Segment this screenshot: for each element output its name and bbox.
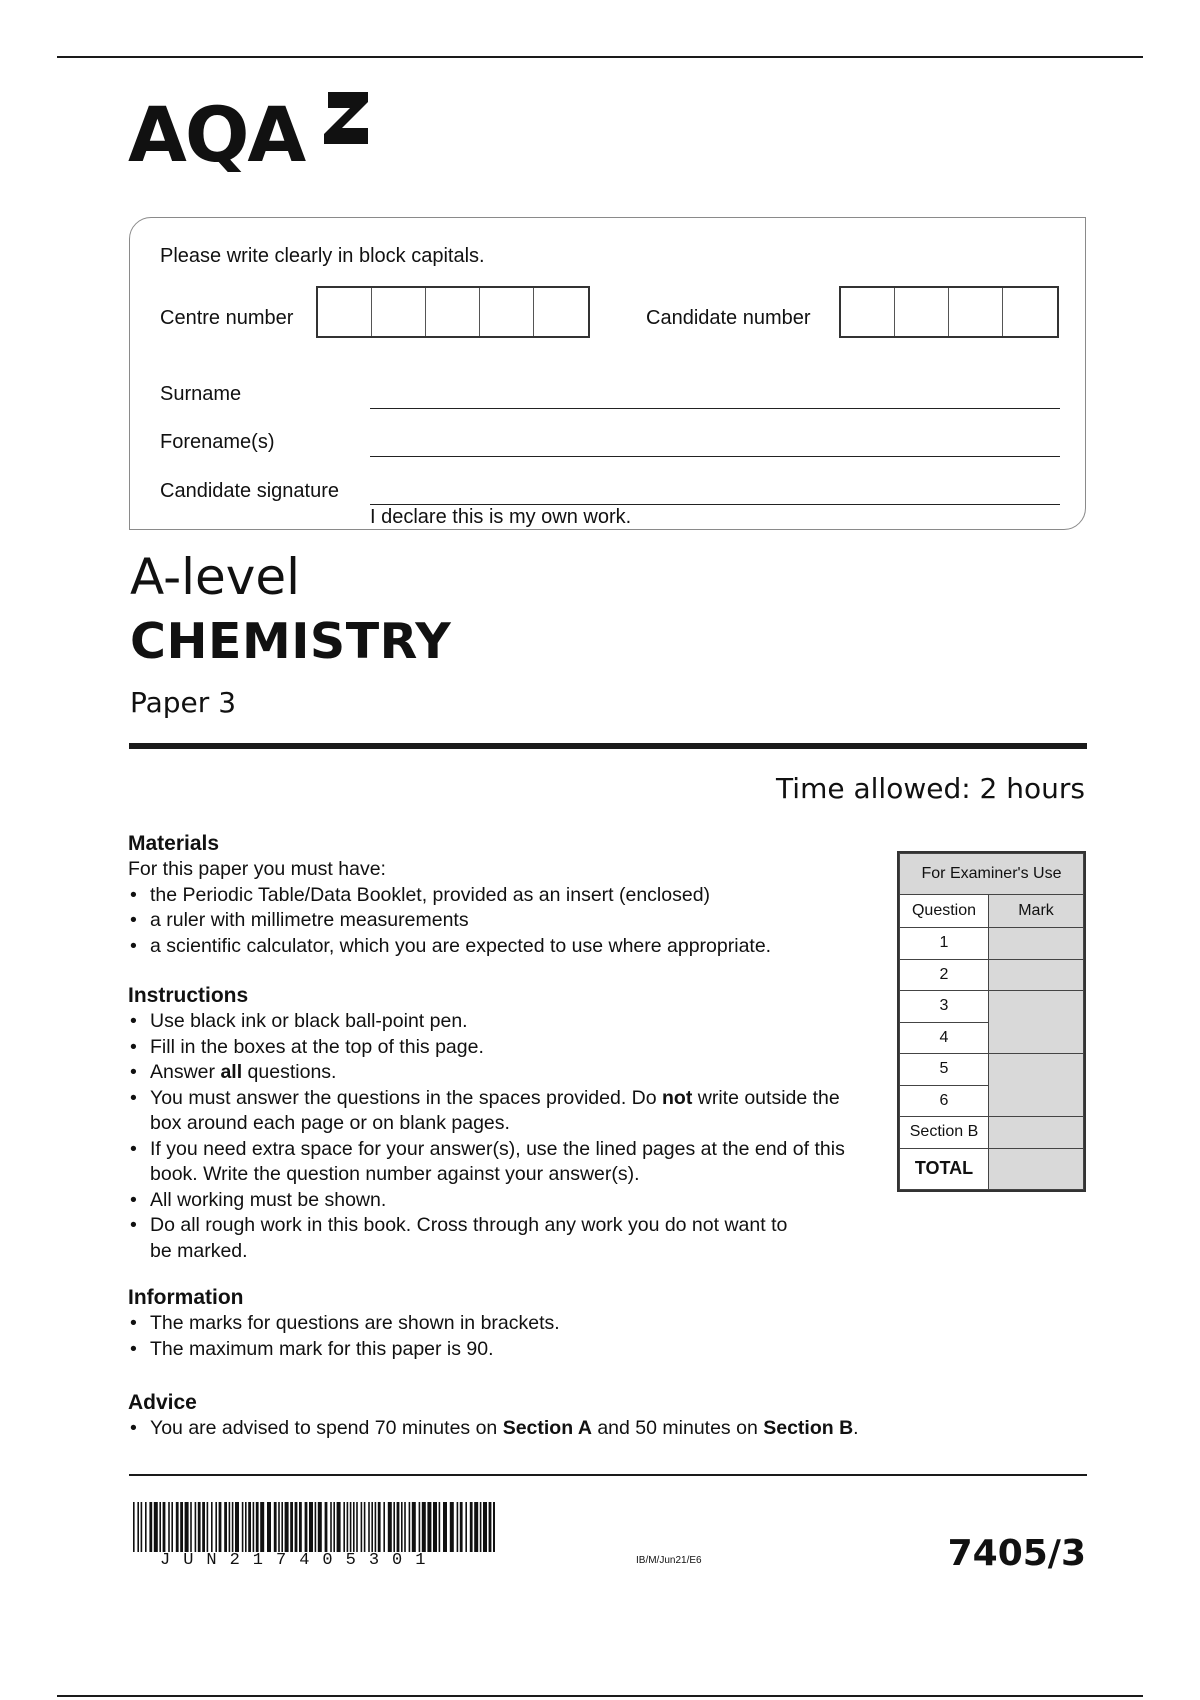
barcode-bar xyxy=(419,1502,421,1552)
barcode-bar xyxy=(305,1502,308,1552)
forenames-line[interactable] xyxy=(370,456,1060,457)
barcode-bar xyxy=(176,1502,179,1552)
barcode-bar xyxy=(465,1502,467,1552)
advice-list xyxy=(128,1416,1028,1442)
mark-cell xyxy=(989,928,1084,960)
information-heading: Information xyxy=(128,1286,244,1309)
centre-number-label: Centre number xyxy=(160,307,294,329)
candidate-details-box xyxy=(129,217,1086,530)
declaration-text: I declare this is my own work. xyxy=(370,506,632,528)
aqa-logo-mark-icon xyxy=(320,90,370,145)
barcode-bar xyxy=(267,1502,271,1552)
barcode-bar xyxy=(154,1502,158,1552)
subject-title: CHEMISTRY xyxy=(130,613,452,670)
barcode-bar xyxy=(278,1502,280,1552)
centre-digit-box[interactable] xyxy=(480,288,534,336)
barcode-bar xyxy=(409,1502,411,1552)
centre-digit-box[interactable] xyxy=(372,288,426,336)
list-item: • The marks for questions are shown in brackets. xyxy=(128,1311,848,1337)
barcode-bar xyxy=(343,1502,345,1552)
advice-text: You are advised to spend 70 minutes on xyxy=(150,1417,503,1439)
barcode-bar xyxy=(274,1502,277,1552)
question-number: 6 xyxy=(900,1085,989,1117)
materials-list xyxy=(128,883,848,960)
bottom-page-rule xyxy=(57,1695,1143,1697)
barcode-bar xyxy=(404,1502,406,1552)
barcode-bar xyxy=(235,1502,239,1552)
barcode-bar xyxy=(450,1502,454,1552)
barcode-bar xyxy=(232,1502,234,1552)
barcode-bar xyxy=(285,1502,289,1552)
surname-line[interactable] xyxy=(370,408,1060,409)
list-item: • The maximum mark for this paper is 90. xyxy=(128,1337,848,1363)
barcode-bar xyxy=(393,1502,395,1552)
footer-divider xyxy=(129,1474,1087,1476)
signature-line[interactable] xyxy=(370,504,1060,505)
barcode-bar xyxy=(295,1502,298,1552)
barcode-bar xyxy=(260,1502,264,1552)
paper-title: Paper 3 xyxy=(130,686,237,719)
barcode-bar xyxy=(388,1502,392,1552)
materials-intro: For this paper you must have: xyxy=(128,858,386,880)
barcode-bar xyxy=(141,1502,143,1552)
centre-digit-box[interactable] xyxy=(534,288,588,336)
barcode-bar xyxy=(137,1502,139,1552)
barcode-bar xyxy=(171,1502,173,1552)
list-item: • a ruler with millimetre measurements xyxy=(128,908,848,934)
barcode-bar xyxy=(474,1502,478,1552)
question-number: 5 xyxy=(900,1054,989,1086)
barcode-bar xyxy=(330,1502,332,1552)
question-number: 1 xyxy=(900,928,989,960)
barcode-bar xyxy=(350,1502,352,1552)
barcode-bar xyxy=(207,1502,209,1552)
centre-digit-box[interactable] xyxy=(426,288,480,336)
title-divider xyxy=(129,743,1087,749)
instructions-section xyxy=(128,982,870,1264)
forenames-label: Forename(s) xyxy=(160,431,275,453)
barcode-bar xyxy=(202,1502,205,1552)
barcode-bar xyxy=(215,1502,217,1552)
advice-section-a: Section A xyxy=(502,1417,592,1439)
barcode-bar xyxy=(168,1502,170,1552)
barcode-bar xyxy=(149,1502,152,1552)
candidate-digit-box[interactable] xyxy=(895,288,949,336)
candidate-digit-box[interactable] xyxy=(949,288,1003,336)
barcode-number: JUN217405301 xyxy=(160,1551,439,1570)
barcode-bar xyxy=(356,1502,358,1552)
list-item: • All working must be shown. xyxy=(128,1188,870,1214)
barcode-bar xyxy=(242,1502,244,1552)
barcode-bar xyxy=(224,1502,227,1552)
advice-heading: Advice xyxy=(128,1391,197,1414)
barcode-bar xyxy=(422,1502,426,1552)
barcode-bar xyxy=(361,1502,363,1552)
list-item: • the Periodic Table/Data Booklet, provided as an insert (enclosed) xyxy=(128,883,848,909)
qualification-level: A-level xyxy=(130,548,301,606)
candidate-number-boxes[interactable] xyxy=(839,286,1059,338)
barcode-bar xyxy=(397,1502,400,1552)
candidate-digit-box[interactable] xyxy=(1003,288,1057,336)
examiner-use-table xyxy=(897,851,1086,1192)
candidate-digit-box[interactable] xyxy=(841,288,895,336)
barcode-bar xyxy=(364,1502,366,1552)
barcode-bar xyxy=(480,1502,482,1552)
top-page-rule xyxy=(57,56,1143,58)
barcode-bar xyxy=(371,1502,373,1552)
list-item: • You must answer the questions in the spaces provided. Do not write outside the box around each page or on blank pages. xyxy=(128,1086,870,1137)
time-allowed: Time allowed: 2 hours xyxy=(776,772,1085,805)
list-item xyxy=(128,1416,1028,1442)
barcode-bar xyxy=(159,1502,161,1552)
barcode-bar xyxy=(281,1502,283,1552)
barcode-bar xyxy=(378,1502,381,1552)
barcode-bar xyxy=(133,1502,135,1552)
list-item: • Answer all questions. xyxy=(128,1060,870,1086)
barcode-bar xyxy=(253,1502,255,1552)
block-capitals-instruction: Please write clearly in block capitals. xyxy=(160,245,485,267)
barcode-bar xyxy=(368,1502,370,1552)
list-item: • a scientific calculator, which you are expected to use where appropriate. xyxy=(128,934,848,960)
mark-cell xyxy=(989,959,1084,991)
barcode-bar xyxy=(229,1502,231,1552)
total-label: TOTAL xyxy=(900,1148,989,1189)
barcode-bar xyxy=(412,1502,416,1552)
barcode-bar xyxy=(489,1502,492,1552)
centre-number-boxes[interactable] xyxy=(316,286,590,338)
barcode-bar xyxy=(248,1502,251,1552)
advice-section xyxy=(128,1389,1028,1442)
barcode-bar xyxy=(483,1502,487,1552)
surname-label: Surname xyxy=(160,383,242,405)
barcode-bar xyxy=(315,1502,317,1552)
question-number: 3 xyxy=(900,991,989,1023)
mark-cell xyxy=(989,991,1084,1054)
barcode-bar xyxy=(185,1502,189,1552)
barcode-bar xyxy=(439,1502,441,1552)
list-item: • Fill in the boxes at the top of this page. xyxy=(128,1035,870,1061)
question-column-header: Question xyxy=(900,895,989,928)
information-section xyxy=(128,1284,848,1362)
barcode-bar xyxy=(401,1502,403,1552)
centre-digit-box[interactable] xyxy=(318,288,372,336)
barcode-bar xyxy=(460,1502,463,1552)
section-b-row-label: Section B xyxy=(900,1117,989,1149)
advice-text: and 50 minutes on xyxy=(591,1417,764,1439)
barcode-bar xyxy=(457,1502,459,1552)
barcode-bar xyxy=(353,1502,355,1552)
barcode-bar xyxy=(198,1502,201,1552)
question-number: 4 xyxy=(900,1022,989,1054)
list-item: • Use black ink or black ball-point pen. xyxy=(128,1009,870,1035)
instructions-list xyxy=(128,1009,870,1264)
barcode-bar xyxy=(309,1502,313,1552)
question-number: 2 xyxy=(900,959,989,991)
materials-heading: Materials xyxy=(128,832,220,855)
information-list xyxy=(128,1311,848,1362)
barcode-bar xyxy=(470,1502,473,1552)
barcode-bar xyxy=(318,1502,322,1552)
barcode-bar xyxy=(145,1502,147,1552)
barcode-image xyxy=(133,1502,495,1552)
barcode-bar xyxy=(211,1502,213,1552)
candidate-number-label: Candidate number xyxy=(646,307,811,329)
barcode-bar xyxy=(375,1502,377,1552)
materials-section xyxy=(128,830,848,959)
barcode-bar xyxy=(347,1502,349,1552)
list-item: • Do all rough work in this book. Cross through any work you do not want to be marked. xyxy=(128,1213,800,1264)
barcode-bar xyxy=(325,1502,328,1552)
barcode-bar xyxy=(333,1502,335,1552)
signature-label: Candidate signature xyxy=(160,480,340,502)
list-item: • If you need extra space for your answer(s), use the lined pages at the end of this book. Write the question number against your answer(s). xyxy=(128,1137,870,1188)
paper-code: 7405/3 xyxy=(947,1533,1086,1574)
instructions-heading: Instructions xyxy=(128,984,249,1007)
aqa-logo xyxy=(128,90,388,180)
barcode-bar xyxy=(163,1502,166,1552)
barcode-bar xyxy=(299,1502,302,1552)
barcode-bar xyxy=(190,1502,192,1552)
mark-cell xyxy=(989,1117,1084,1149)
mark-cell xyxy=(989,1054,1084,1117)
barcode-bar xyxy=(493,1502,495,1552)
barcode-bar xyxy=(219,1502,222,1552)
barcode-bar xyxy=(245,1502,247,1552)
mark-column-header: Mark xyxy=(989,895,1084,928)
advice-section-b: Section B xyxy=(763,1417,854,1439)
aqa-logo-text: AQA xyxy=(128,90,305,179)
barcode-bar xyxy=(427,1502,431,1552)
advice-text: . xyxy=(853,1417,859,1439)
barcode-bar xyxy=(180,1502,183,1552)
barcode-bar xyxy=(433,1502,437,1552)
barcode-bar xyxy=(383,1502,385,1552)
barcode-bar xyxy=(337,1502,341,1552)
barcode-bar xyxy=(256,1502,259,1552)
barcode-bar xyxy=(195,1502,197,1552)
document-reference: IB/M/Jun21/E6 xyxy=(636,1555,702,1566)
barcode-bar xyxy=(290,1502,293,1552)
total-mark-cell xyxy=(989,1148,1084,1189)
examiner-table-title: For Examiner's Use xyxy=(900,854,1084,895)
barcode-bar xyxy=(443,1502,447,1552)
